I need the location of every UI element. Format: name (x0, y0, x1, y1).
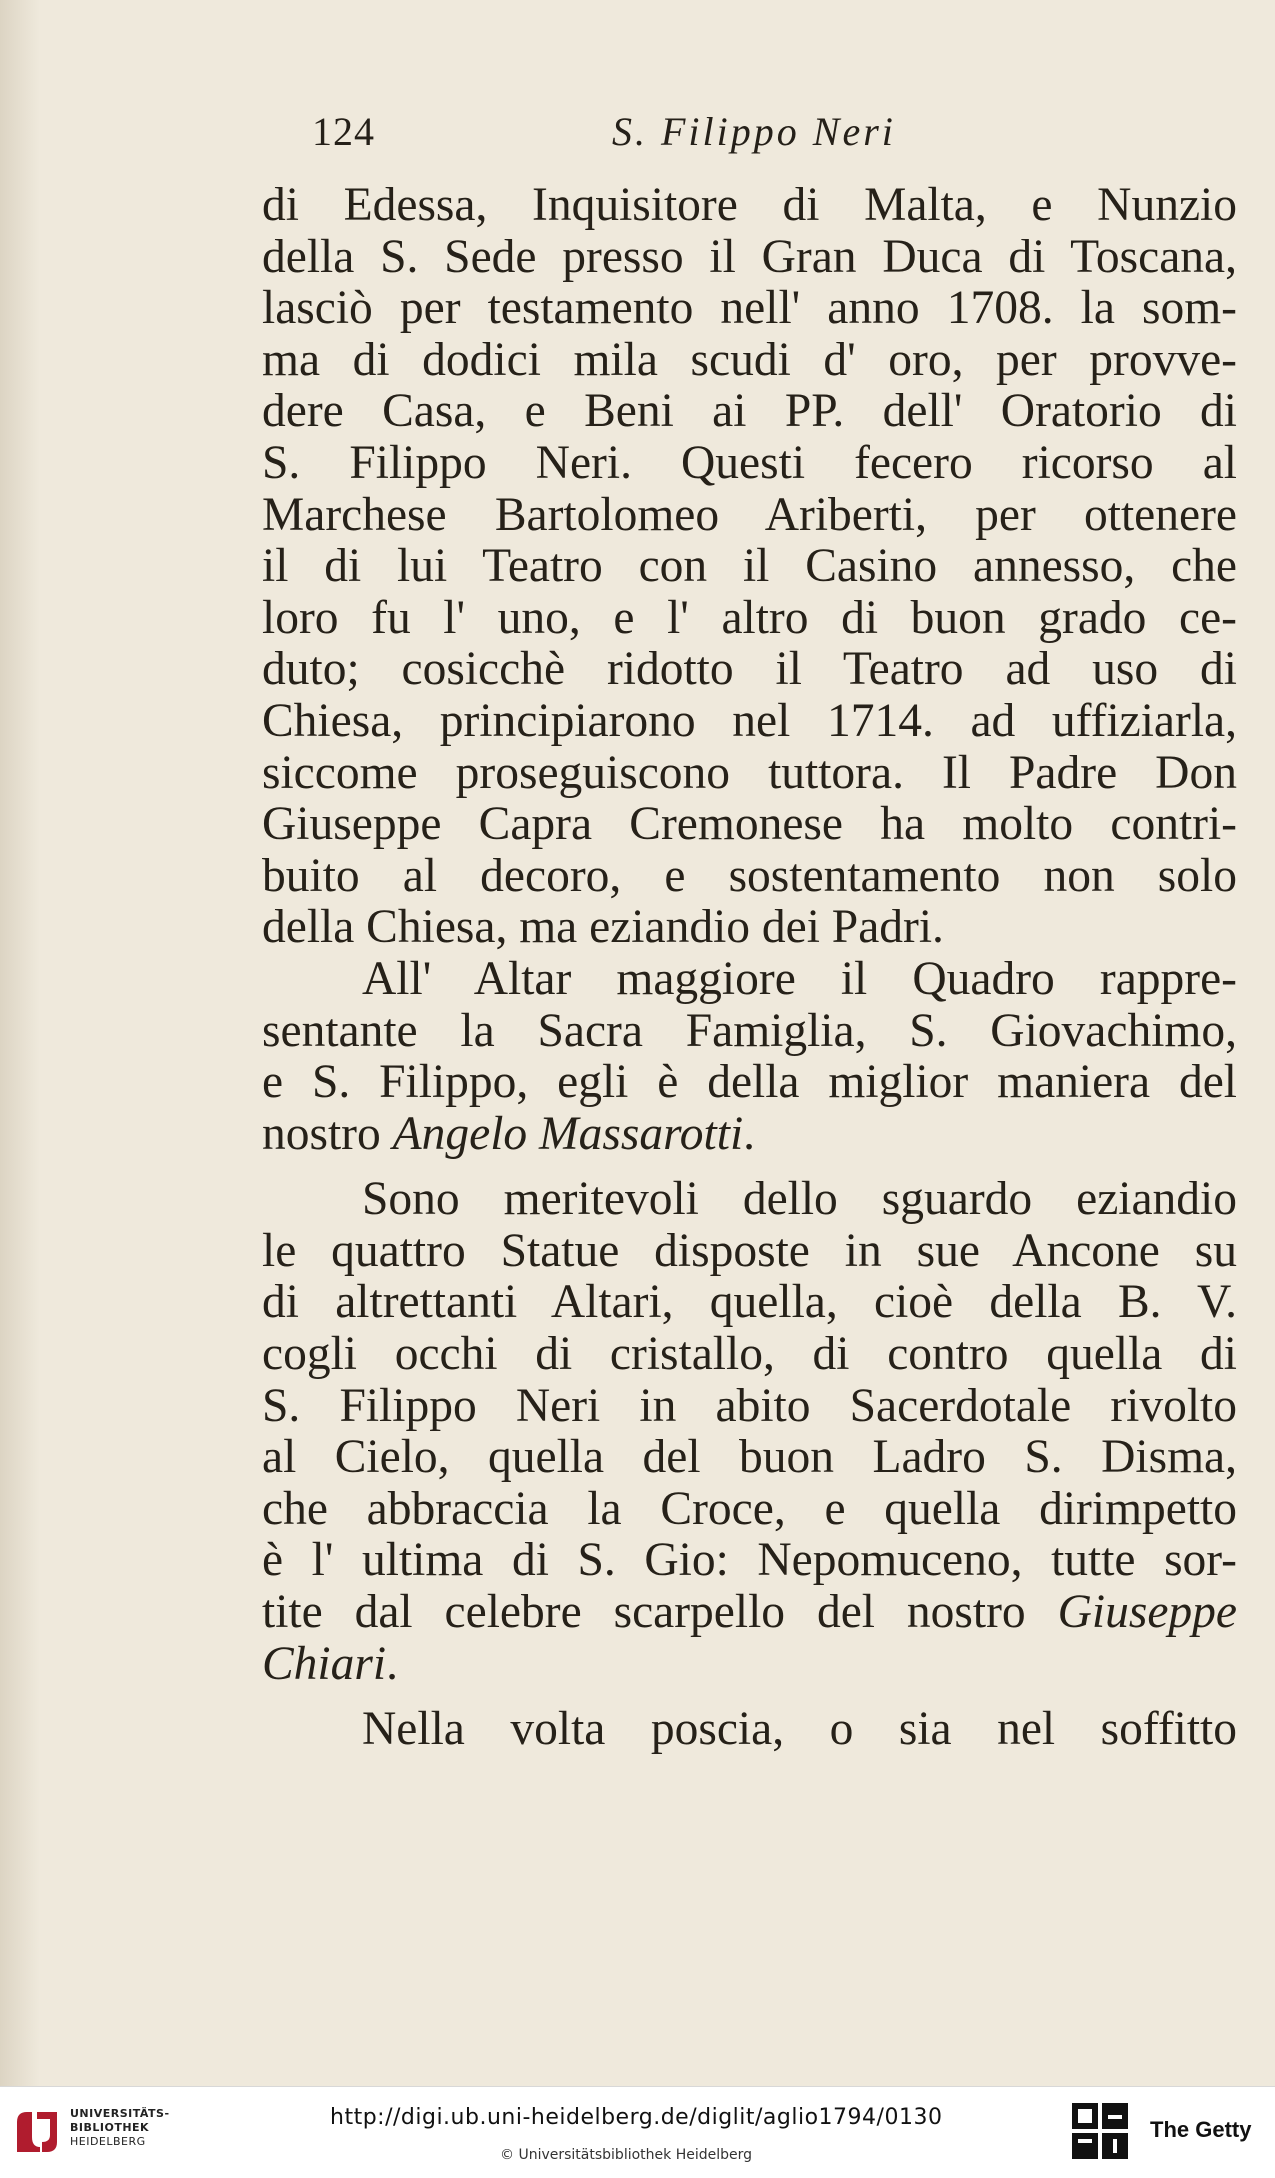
text-line: siccome proseguiscono tuttora. Il Padre Don (262, 747, 1237, 799)
text-fragment: . (386, 1638, 398, 1690)
painter-name: Angelo Massarotti (392, 1108, 744, 1160)
library-name-line: BIBLIOTHEK (70, 2121, 150, 2134)
text-line: buito al decoro, e sostentamento non solo (262, 850, 1237, 902)
text-line: loro fu l' uno, e l' altro di buon grado ce- (262, 592, 1237, 644)
sculptor-surname: Chiari (262, 1638, 387, 1690)
text-line: Sono meritevoli dello sguardo eziandio (362, 1174, 1237, 1226)
text-line: Chiesa, principiarono nel 1714. ad uffiziarla, (262, 695, 1237, 747)
text-fragment: tite dal celebre scarpello del nostro (262, 1587, 1026, 1639)
text-line: della S. Sede presso il Gran Duca di Toscana, (262, 231, 1237, 283)
page-number: 124 (312, 109, 375, 154)
paragraph-gap (262, 1160, 1237, 1174)
text-line: di altrettanti Altari, quella, cioè della B. V. (262, 1277, 1237, 1329)
text-line: il di lui Teatro con il Casino annesso, che (262, 541, 1237, 593)
text-line: Marchese Bartolomeo Ariberti, per ottenere (262, 489, 1237, 541)
paragraph-gap (262, 1690, 1237, 1704)
text-line: della Chiesa, ma eziandio dei Padri. (262, 902, 944, 954)
viewer-footer (0, 2086, 1275, 2178)
text-line: è l' ultima di S. Gio: Nepomuceno, tutte sor- (262, 1535, 1237, 1587)
text-line (262, 1109, 1237, 1161)
text-line: le quattro Statue disposte in sue Ancone su (262, 1225, 1237, 1277)
sculptor-name: Giuseppe (1057, 1587, 1237, 1639)
library-name (70, 2107, 190, 2149)
text-line: lasciò per testamento nell' anno 1708. la som- (262, 283, 1237, 335)
text-line: Giuseppe Capra Cremonese ha molto contri- (262, 799, 1237, 851)
text-line: All' Altar maggiore il Quadro rappre- (362, 953, 1237, 1005)
getty-logo-icon (1070, 2101, 1130, 2163)
text-line: sentante la Sacra Famiglia, S. Giovachimo, (262, 1005, 1237, 1057)
text-line (262, 1587, 1237, 1639)
text-line: al Cielo, quella del buon Ladro S. Disma, (262, 1432, 1237, 1484)
text-fragment: . (743, 1108, 756, 1160)
text-line: ma di dodici mila scudi d' oro, per provve- (262, 334, 1237, 386)
running-head (262, 108, 1247, 168)
partner-name: The Getty (1150, 2117, 1252, 2142)
text-line: S. Filippo Neri in abito Sacerdotale rivolto (262, 1380, 1237, 1432)
library-name-line: HEIDELBERG (70, 2135, 146, 2148)
text-line: dere Casa, e Beni ai PP. dell' Oratorio di (262, 386, 1237, 438)
text-line: di Edessa, Inquisitore di Malta, e Nunzio (262, 180, 1237, 231)
text-fragment: nostro (262, 1108, 381, 1160)
copyright-notice: © Universitätsbibliothek Heidelberg (500, 2147, 753, 2163)
text-line: e S. Filippo, egli è della miglior maniera del (262, 1057, 1237, 1109)
text-line (262, 1639, 1237, 1691)
permalink[interactable]: http://digi.ub.uni-heidelberg.de/diglit/aglio1794/0130 (330, 2105, 943, 2130)
gutter-shadow (0, 0, 40, 2086)
text-line: cogli occhi di cristallo, di contro quella di (262, 1329, 1237, 1381)
library-name-line: UNIVERSITÄTS- (70, 2107, 170, 2120)
text-line: Nella volta poscia, o sia nel soffitto (362, 1704, 1237, 1756)
text-line: duto; cosicchè ridotto il Teatro ad uso di (262, 644, 1237, 696)
running-title: S. Filippo Neri (612, 109, 896, 154)
text-line: S. Filippo Neri. Questi fecero ricorso al (262, 437, 1237, 489)
text-line: che abbraccia la Croce, e quella dirimpetto (262, 1483, 1237, 1535)
body-text (262, 180, 1237, 1756)
university-library-logo-icon (12, 2107, 62, 2157)
